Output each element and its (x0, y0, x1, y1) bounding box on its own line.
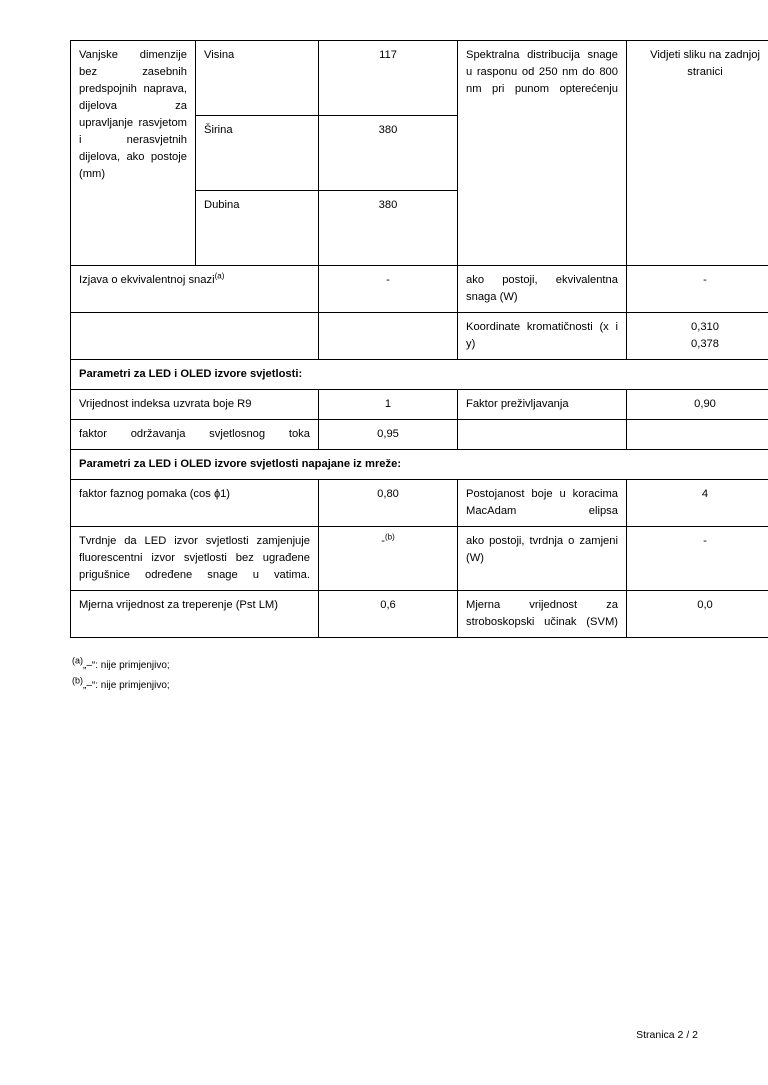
lumen-maintenance-value: 0,95 (319, 420, 458, 450)
dimension-name-width: Širina (196, 116, 319, 191)
dimension-name-depth: Dubina (196, 191, 319, 266)
equivalent-power-label (71, 266, 319, 313)
table-row (71, 390, 768, 420)
footnotes (72, 655, 592, 700)
table-row (71, 480, 768, 527)
macadam-value: 4 (627, 480, 768, 527)
table-row (71, 591, 768, 638)
equivalent-power-label-text: Izjava o ekvivalentnoj snazi (79, 274, 215, 286)
spectral-distribution-label: Spektralna distribucija snage u rasponu od 250 nm do 800 nm pri punom opterećenju (458, 41, 627, 266)
footnote-b-marker: (b) (72, 675, 83, 686)
r9-label: Vrijednost indeksa uzvrata boje R9 (71, 390, 319, 420)
table-row (71, 41, 768, 116)
lumen-maintenance-right-value (627, 420, 768, 450)
product-information-table (70, 40, 768, 638)
lumen-maintenance-label: faktor održavanja svjetlosnog toka (71, 420, 319, 450)
replacement-claim-footnote: (b) (384, 532, 395, 542)
chromaticity-empty-label (71, 313, 319, 360)
table-row (71, 420, 768, 450)
table-row (71, 360, 768, 390)
dimension-value-height: 117 (319, 41, 458, 116)
replacement-power-value: - (627, 527, 768, 591)
replacement-power-label: ako postoji, tvrdnja o zamjeni (W) (458, 527, 627, 591)
survival-factor-label: Faktor preživljavanja (458, 390, 627, 420)
dimension-value-width: 380 (319, 116, 458, 191)
macadam-label: Postojanost boje u koracima MacAdam elipsa (458, 480, 627, 527)
spectral-distribution-value: Vidjeti sliku na zadnjoj stranici (627, 41, 768, 266)
r9-value: 1 (319, 390, 458, 420)
footnote-a-text: „–“: nije primjenjivo; (83, 660, 170, 671)
table-row (71, 313, 768, 360)
survival-factor-value: 0,90 (627, 390, 768, 420)
chromaticity-value-x: 0,310 (691, 321, 719, 334)
equivalent-power-right-label: ako postoji, ekvivalentna snaga (W) (458, 266, 627, 313)
chromaticity-values (627, 313, 768, 360)
svm-label: Mjerna vrijednost za stroboskopski učinak (SVM) (458, 591, 627, 638)
chromaticity-label: Koordinate kromatičnosti (x i y) (458, 313, 627, 360)
section-header-mains: Parametri za LED i OLED izvore svjetlosti napajane iz mreže: (71, 450, 768, 480)
equivalent-power-right-value: - (627, 266, 768, 313)
equivalent-power-value: - (319, 266, 458, 313)
section-header-led-oled: Parametri za LED i OLED izvore svjetlosti: (71, 360, 768, 390)
dimension-name-height: Visina (196, 41, 319, 116)
replacement-claim-label: Tvrdnje da LED izvor svjetlosti zamjenjuje fluorescentni izvor svjetlosti bez ugrađene prigušnice određene snage u vatima. (71, 527, 319, 591)
chromaticity-empty-value (319, 313, 458, 360)
dimensions-label: Vanjske dimenzije bez zasebnih predspojnih naprava, dijelova za upravljanje rasvjetom i nerasvjetnih dijelova, ako postoje (mm) (71, 41, 196, 266)
dimension-value-depth: 380 (319, 191, 458, 266)
replacement-claim-value (319, 527, 458, 591)
chromaticity-value-y: 0,378 (691, 338, 719, 351)
footnote-b (72, 675, 592, 692)
footnote-a (72, 655, 592, 672)
table-row (71, 527, 768, 591)
flicker-label: Mjerna vrijednost za treperenje (Pst LM) (71, 591, 319, 638)
table-row (71, 450, 768, 480)
power-factor-value: 0,80 (319, 480, 458, 527)
flicker-value: 0,6 (319, 591, 458, 638)
page-footer: Stranica 2 / 2 (636, 1029, 698, 1041)
replacement-claim-value-text: - (381, 535, 385, 548)
lumen-maintenance-right-label (458, 420, 627, 450)
table-row (71, 266, 768, 313)
svm-value: 0,0 (627, 591, 768, 638)
footnote-b-text: „–“: nije primjenjivo; (83, 680, 170, 691)
power-factor-label: faktor faznog pomaka (cos ɸ1) (71, 480, 319, 527)
footnote-a-marker: (a) (72, 655, 83, 666)
equivalent-power-label-footnote: (a) (214, 271, 225, 281)
